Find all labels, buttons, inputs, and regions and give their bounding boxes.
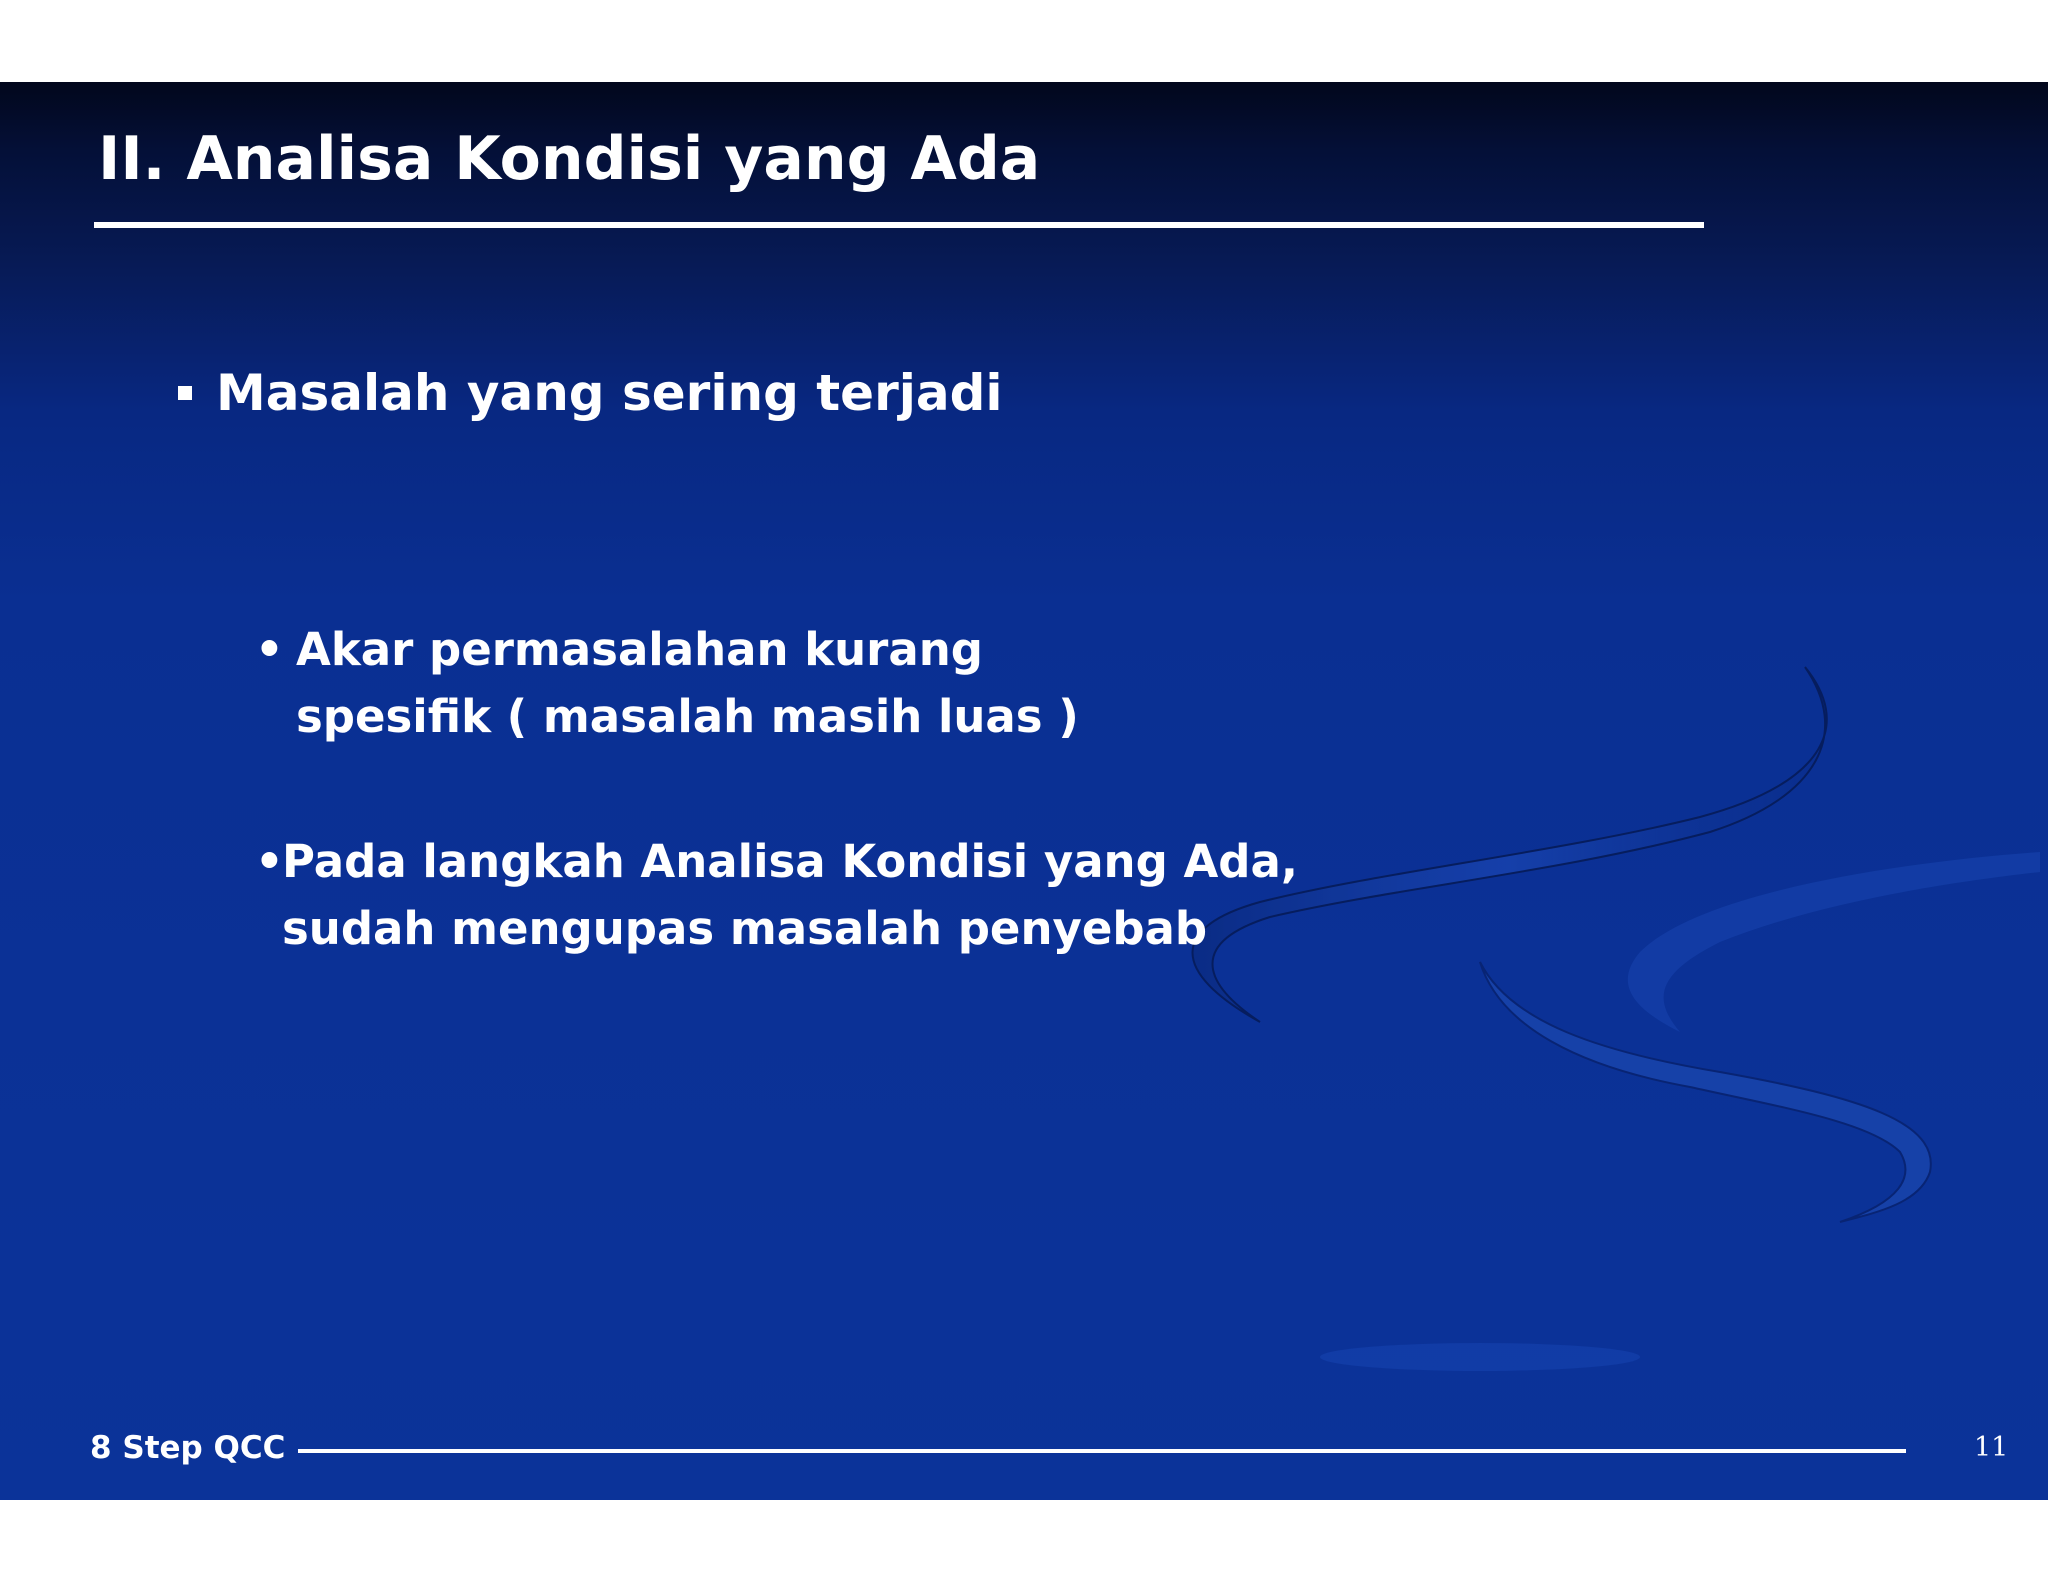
sub-bullet-2-line-2: sudah mengupas masalah penyebab [282,902,1208,955]
bullet-dot-icon: • [255,623,284,676]
swoosh-lower [1480,962,1931,1222]
sub-bullet-1-line-1: Akar permasalahan kurang [296,623,983,676]
swoosh-right [1628,852,2040,1032]
title-divider [94,222,1704,228]
sub-bullet-2 [255,828,1298,962]
footer-label: 8 Step QCC [90,1430,286,1466]
page-number: 11 [1974,1432,2009,1463]
slide [0,82,2048,1500]
main-bullet-text: Masalah yang sering terjadi [216,364,1003,422]
footer-divider [298,1449,1906,1453]
decorative-swirl [0,82,2048,1500]
sub-bullet-1-line-2: spesifik ( masalah masih luas ) [296,690,1079,743]
glow-bottom [1320,1343,1640,1371]
square-bullet-icon [178,386,192,400]
sub-bullet-1 [255,616,1079,750]
slide-title: II. Analisa Kondisi yang Ada [98,124,1041,194]
main-bullet [178,364,1003,422]
bullet-dot-icon: • [255,835,284,888]
sub-bullet-2-line-1: Pada langkah Analisa Kondisi yang Ada, [282,835,1298,888]
